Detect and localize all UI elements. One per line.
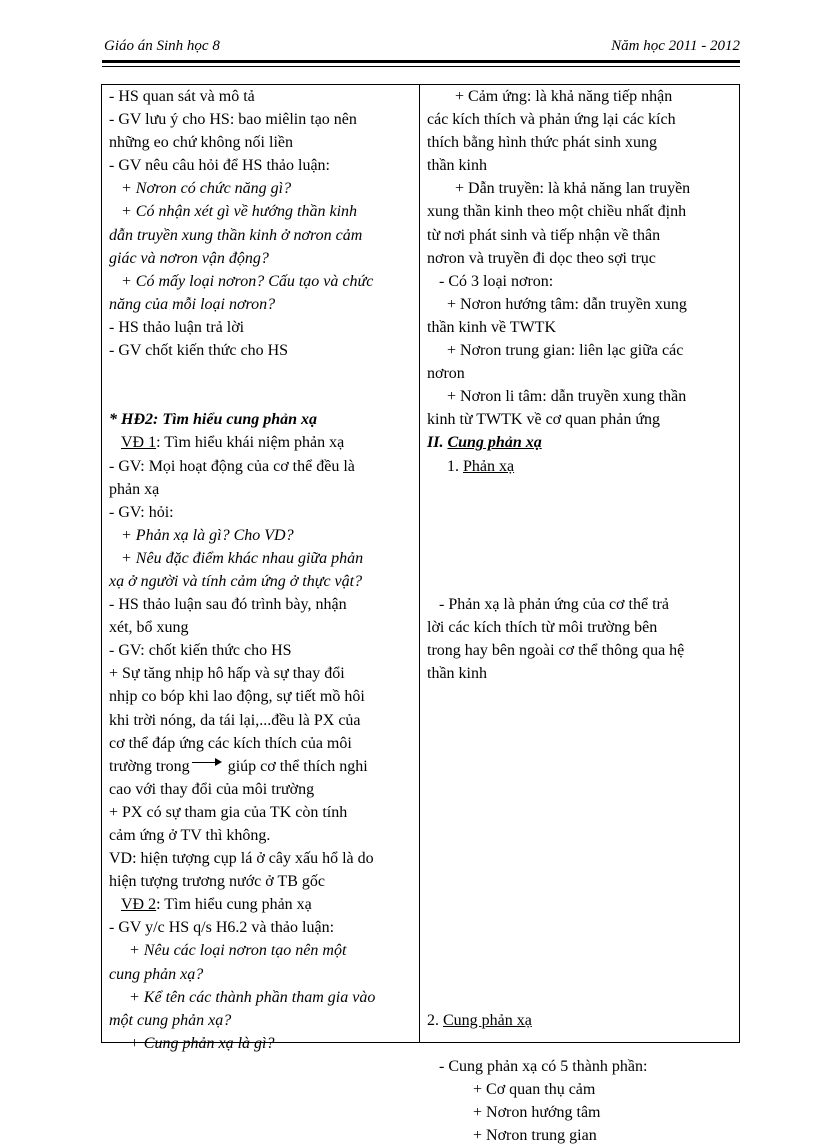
- text-fragment: trường trong: [109, 757, 190, 775]
- blank-line: [427, 755, 734, 778]
- teacher-student-activities-column: [109, 85, 420, 1055]
- text-line-with-arrow: [109, 755, 420, 778]
- blank-line: [427, 870, 734, 893]
- subsection-title: Cung phản xạ: [443, 1011, 532, 1029]
- text-line: - GV lưu ý cho HS: bao miêlin tạo nên: [109, 111, 357, 129]
- text-line: + Nơron hướng tâm: dẫn truyền xung: [447, 295, 687, 313]
- text-line: - Cung phản xạ có 5 thành phần:: [439, 1057, 648, 1075]
- question-line: + Có mấy loại nơron? Cấu tạo và chức: [121, 272, 374, 290]
- blank-line: [427, 524, 734, 547]
- vd1-text: : Tìm hiểu khái niệm phản xạ: [156, 434, 345, 452]
- text-line: thích bằng hình thức phát sinh xung: [427, 134, 657, 152]
- blank-line: [427, 778, 734, 801]
- question-line: + Cung phản xạ là gì?: [129, 1034, 275, 1052]
- text-line: thần kinh về TWTK: [427, 318, 557, 336]
- right-arrow-icon: [192, 758, 222, 768]
- blank-line: [427, 709, 734, 732]
- question-line: năng của mỗi loại nơron?: [109, 295, 276, 313]
- section-number: II.: [427, 434, 444, 452]
- subsection-title: Phản xạ: [463, 457, 515, 475]
- text-line: - GV chốt kiến thức cho HS: [109, 342, 289, 360]
- question-line: + Phản xạ là gì? Cho VD?: [121, 526, 294, 544]
- text-line: - GV: hỏi:: [109, 503, 174, 521]
- blank-line: [109, 362, 420, 385]
- text-line: - GV y/c HS q/s H6.2 và thảo luận:: [109, 919, 335, 937]
- blank-line: [427, 1032, 734, 1055]
- text-line: - HS thảo luận sau đó trình bày, nhận: [109, 596, 347, 614]
- blank-line: [427, 916, 734, 939]
- text-line: nhịp co bóp khi lao động, sự tiết mồ hôi: [109, 688, 365, 706]
- text-line: cảm ứng ở TV thì không.: [109, 827, 271, 844]
- text-line: các kích thích và phản ứng lại các kích: [427, 111, 676, 129]
- text-line: từ nơi phát sinh và tiếp nhận về thân: [427, 226, 661, 244]
- header-rule-thin: [102, 66, 740, 67]
- vd1-label: VĐ 1: [121, 434, 157, 452]
- text-line: - GV: chốt kiến thức cho HS: [109, 642, 292, 660]
- text-line: trong hay bên ngoài cơ thể thông qua hệ: [427, 642, 685, 660]
- header-rule-thick: [102, 60, 740, 63]
- text-line: + Cơ quan thụ cảm: [473, 1081, 596, 1099]
- subsection-number: 2.: [427, 1011, 439, 1029]
- text-line: phản xạ: [109, 480, 160, 498]
- text-line: những eo chứ không nối liền: [109, 134, 293, 152]
- question-line: cung phản xạ?: [109, 965, 204, 983]
- text-line: + PX có sự tham gia của TK còn tính: [109, 803, 348, 821]
- blank-line: [427, 501, 734, 524]
- blank-line: [427, 847, 734, 870]
- text-line: thần kinh: [427, 157, 487, 175]
- subsection-heading-2: [427, 1009, 734, 1032]
- text-line: nơron và truyền đi dọc theo sợi trục: [427, 249, 656, 267]
- text-line: + Cảm ứng: là khả năng tiếp nhận: [455, 88, 673, 105]
- text-line: lời các kích thích từ môi trường bên: [427, 619, 658, 637]
- text-line: - Có 3 loại nơron:: [439, 272, 554, 290]
- text-line: + Nơron hướng tâm: [473, 1104, 601, 1122]
- section-heading-ii: [427, 431, 734, 454]
- text-line: - HS quan sát và mô tả: [109, 88, 255, 105]
- subtopic-vd2: [109, 893, 420, 916]
- question-line: một cung phản xạ?: [109, 1011, 232, 1029]
- question-line: dẫn truyền xung thần kinh ở nơron cảm: [109, 226, 363, 244]
- text-line: cao với thay đổi của môi trường: [109, 780, 315, 798]
- text-fragment: giúp cơ thể thích nghi: [223, 757, 368, 775]
- question-line: + Có nhận xét gì về hướng thần kinh: [121, 203, 358, 221]
- blank-line: [427, 939, 734, 962]
- text-line: - Phản xạ là phản ứng của cơ thể trả: [439, 596, 669, 614]
- text-line: nơron: [427, 365, 465, 383]
- text-line: VD: hiện tượng cụp lá ở cây xấu hổ là do: [109, 850, 374, 868]
- blank-line: [427, 824, 734, 847]
- text-line: thần kinh: [427, 665, 487, 683]
- vd2-label: VĐ 2: [121, 896, 157, 914]
- blank-line: [427, 570, 734, 593]
- header-subject: Giáo án Sinh học 8: [104, 38, 220, 54]
- text-line: - GV: Mọi hoạt động của cơ thể đều là: [109, 457, 355, 475]
- text-line: cơ thể đáp ứng các kích thích của môi: [109, 734, 352, 752]
- blank-line: [427, 547, 734, 570]
- text-line: xung thần kinh theo một chiều nhất định: [427, 203, 687, 221]
- activity-heading-hd2: * HĐ2: Tìm hiểu cung phản xạ: [109, 411, 318, 429]
- blank-line: [109, 385, 420, 408]
- blank-line: [427, 801, 734, 824]
- text-line: xét, bổ xung: [109, 619, 189, 637]
- question-line: giác và nơron vận động?: [109, 249, 269, 267]
- page-header: [104, 38, 740, 58]
- text-line: + Nơron li tâm: dẫn truyền xung thần: [447, 388, 687, 406]
- text-line: khi trời nóng, da tái lại,...đều là PX của: [109, 711, 361, 729]
- vd2-text: : Tìm hiểu cung phản xạ: [156, 896, 312, 914]
- blank-line: [427, 893, 734, 916]
- subtopic-vd1: [109, 431, 420, 454]
- text-line: - GV nêu câu hỏi để HS thảo luận:: [109, 157, 330, 175]
- header-school-year: Năm học 2011 - 2012: [611, 38, 740, 54]
- content-column: [427, 85, 734, 1147]
- blank-line: [427, 478, 734, 501]
- blank-line: [427, 986, 734, 1009]
- text-line: + Dẫn truyền: là khả năng lan truyền: [455, 180, 691, 198]
- question-line: + Nêu các loại nơron tạo nên một: [129, 942, 347, 960]
- blank-line: [427, 963, 734, 986]
- text-line: + Sự tăng nhịp hô hấp và sự thay đổi: [109, 665, 345, 683]
- blank-line: [427, 732, 734, 755]
- section-title: Cung phản xạ: [447, 434, 542, 452]
- question-line: xạ ở người và tính cảm ứng ở thực vật?: [109, 572, 363, 590]
- text-line: kinh từ TWTK về cơ quan phản ứng: [427, 411, 661, 429]
- text-line: + Nơron trung gian: [473, 1127, 597, 1145]
- text-line: + Nơron trung gian: liên lạc giữa các: [447, 342, 684, 360]
- text-line: hiện tượng trương nước ở TB gốc: [109, 873, 325, 891]
- question-line: + Nêu đặc điểm khác nhau giữa phản: [121, 549, 364, 567]
- subsection-number: 1.: [447, 457, 459, 475]
- blank-line: [427, 685, 734, 708]
- lesson-table: [101, 84, 740, 1145]
- subsection-heading-1: [427, 455, 734, 478]
- question-line: + Nơron có chức năng gì?: [121, 180, 292, 198]
- text-line: - HS thảo luận trả lời: [109, 318, 245, 336]
- question-line: + Kể tên các thành phần tham gia vào: [129, 988, 376, 1006]
